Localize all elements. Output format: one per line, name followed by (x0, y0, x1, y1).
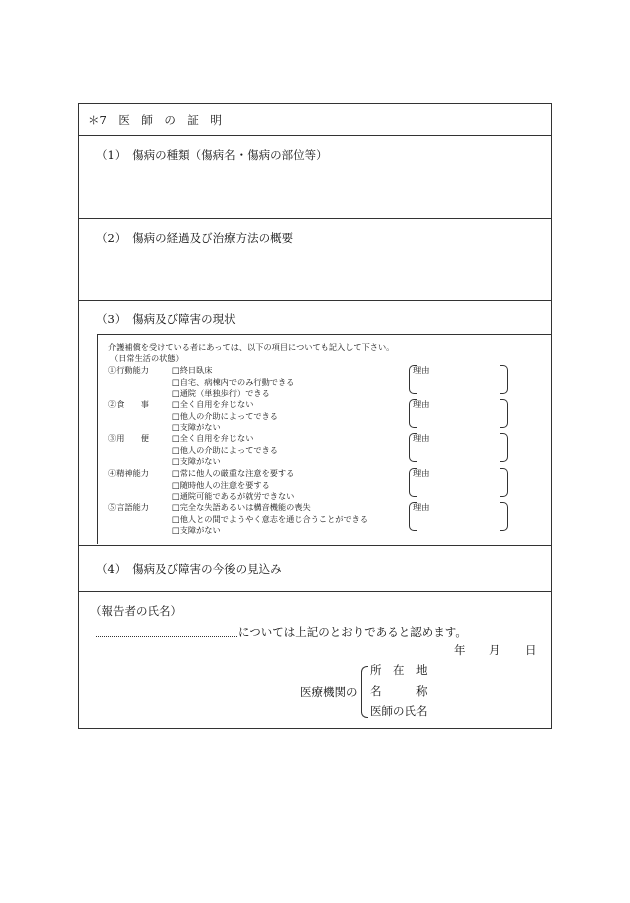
care-option-checkbox[interactable]: □全く自用を弁じない (172, 433, 254, 443)
section-1-heading: （1） 傷病の種類（傷病名・傷病の部位等） (96, 148, 328, 162)
care-category: ②食 事 (108, 399, 149, 409)
medical-institution-label: 医療機関の (300, 685, 358, 699)
reason-bracket-right (500, 433, 508, 462)
reason-field[interactable]: 理由 (413, 468, 430, 478)
care-intro: 介護補償を受けている者にあっては、以下の項目についても記入して下さい。 (108, 342, 395, 352)
care-category: ⑤言語能力 (108, 502, 149, 512)
certification-statement: については上記のとおりであると認めます。 (238, 625, 467, 639)
reason-bracket-right (500, 502, 508, 531)
institution-name: 名 称 (370, 684, 428, 698)
care-option-checkbox[interactable]: □通院（単独歩行）できる (172, 388, 270, 398)
care-status-box (97, 334, 552, 544)
care-category: ④精神能力 (108, 468, 149, 478)
date-month: 月 (489, 643, 501, 657)
care-option-checkbox[interactable]: □支障がない (172, 422, 221, 432)
care-option-checkbox[interactable]: □他人の介助によってできる (172, 444, 278, 455)
care-option-checkbox[interactable]: □他人の介助によってできる (172, 410, 278, 421)
section-3-heading: （3） 傷病及び障害の現状 (96, 312, 236, 326)
care-option-checkbox[interactable]: □支障がない (172, 525, 221, 535)
care-option-checkbox[interactable]: □他人との間でようやく意志を通じ合うことができる (172, 513, 369, 524)
reporter-name-line[interactable] (96, 636, 237, 637)
institution-bracket (361, 666, 368, 718)
care-option-checkbox[interactable]: □支障がない (172, 456, 221, 466)
care-option-checkbox[interactable]: □全く自用を弁じない (172, 399, 254, 409)
care-option-checkbox[interactable]: □随時他人の注意を要する (172, 479, 270, 490)
doctor-name: 医師の氏名 (370, 704, 428, 718)
care-option-checkbox[interactable]: □完全な失語あるいは構音機能の喪失 (172, 502, 311, 512)
reason-field[interactable]: 理由 (413, 365, 430, 375)
reason-bracket-right (500, 365, 508, 394)
care-option-checkbox[interactable]: □通院可能であるが就労できない (172, 491, 295, 501)
reason-bracket-right (500, 399, 508, 428)
section-injury-type[interactable] (79, 136, 551, 219)
date-day: 日 (525, 643, 537, 657)
care-category: ③用 便 (108, 433, 149, 443)
date-year: 年 (454, 643, 466, 657)
section-2-heading: （2） 傷病の経過及び治療方法の概要 (96, 231, 294, 245)
title-section (79, 104, 551, 136)
section-treatment[interactable] (79, 219, 551, 301)
institution-address: 所 在 地 (370, 663, 428, 677)
care-option-checkbox[interactable]: □終日臥床 (172, 365, 213, 375)
reason-field[interactable]: 理由 (413, 502, 430, 512)
reason-field[interactable]: 理由 (413, 433, 430, 443)
daily-life-label: （日常生活の状態） (110, 353, 184, 363)
section-prognosis[interactable] (79, 546, 551, 592)
reason-bracket-right (500, 468, 508, 497)
reporter-label: （報告者の氏名） (90, 604, 182, 618)
care-category: ①行動能力 (108, 365, 149, 375)
reason-field[interactable]: 理由 (413, 399, 430, 409)
care-option-checkbox[interactable]: □自宅、病棟内でのみ行動できる (172, 376, 295, 387)
section-4-heading: （4） 傷病及び障害の今後の見込み (96, 562, 282, 576)
care-option-checkbox[interactable]: □常に他人の厳重な注意を要する (172, 468, 295, 478)
form-title: ＊7 医 師 の 証 明 (88, 113, 222, 127)
